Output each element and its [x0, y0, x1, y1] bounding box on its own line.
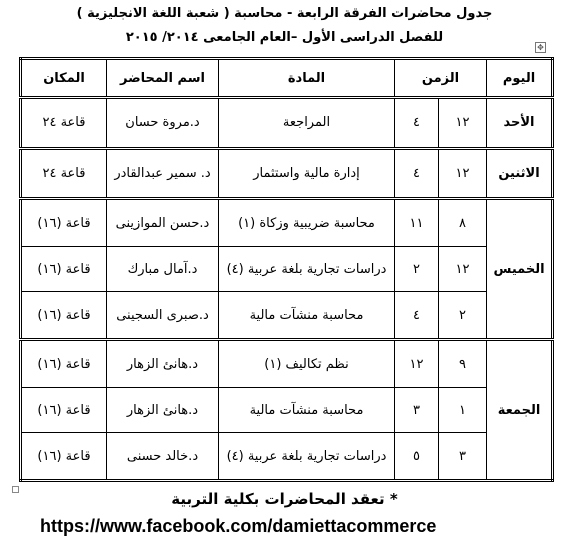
day-cell: الاثنين — [487, 148, 553, 199]
subject-cell: دراسات تجارية بلغة عربية (٤) — [219, 433, 395, 481]
header-subject: المادة — [219, 59, 395, 98]
room-cell: قاعة (١٦) — [21, 388, 107, 433]
time-end-cell: ٥ — [395, 433, 439, 481]
table-row — [21, 98, 553, 149]
time-start-cell: ٢ — [439, 292, 487, 340]
time-end-cell: ٤ — [395, 98, 439, 149]
time-end-cell: ٣ — [395, 388, 439, 433]
table-row — [21, 199, 553, 247]
room-cell: قاعة ٢٤ — [21, 98, 107, 149]
lecturer-cell: د.صبرى السجينى — [107, 292, 219, 340]
lecturer-cell: د. سمير عبدالقادر — [107, 148, 219, 199]
room-cell: قاعة (١٦) — [21, 433, 107, 481]
time-start-cell: ٨ — [439, 199, 487, 247]
lecturer-cell: د.هانئ الزهار — [107, 340, 219, 388]
time-start-cell: ١ — [439, 388, 487, 433]
schedule-table — [19, 57, 554, 482]
header-lecturer: اسم المحاضر — [107, 59, 219, 98]
subject-cell: نظم تكاليف (١) — [219, 340, 395, 388]
time-start-cell: ٩ — [439, 340, 487, 388]
time-start-cell: ١٢ — [439, 148, 487, 199]
day-cell: الأحد — [487, 98, 553, 149]
lecturer-cell: د.خالد حسنى — [107, 433, 219, 481]
day-cell: الجمعة — [487, 340, 553, 481]
room-cell: قاعة (١٦) — [21, 292, 107, 340]
time-end-cell: ٤ — [395, 292, 439, 340]
schedule-title: جدول محاضرات الفرقة الرابعة - محاسبة ( شعبة اللغة الانجليزية ) — [76, 6, 493, 21]
time-end-cell: ١١ — [395, 199, 439, 247]
time-start-cell: ٣ — [439, 433, 487, 481]
move-arrows-icon[interactable]: ✥ — [535, 42, 546, 53]
time-end-cell: ٤ — [395, 148, 439, 199]
header-room: المكان — [21, 59, 107, 98]
footer-url: https://www.facebook.com/damiettacommerce — [40, 516, 437, 536]
room-cell: قاعة (١٦) — [21, 199, 107, 247]
time-start-cell: ١٢ — [439, 98, 487, 149]
room-cell: قاعة (١٦) — [21, 340, 107, 388]
subject-cell: إدارة مالية واستثمار — [219, 148, 395, 199]
table-row — [21, 148, 553, 199]
schedule-subtitle: للفصل الدراسى الأول –العام الجامعى ٢٠١٤/ ٢٠١٥ — [125, 30, 444, 45]
subject-cell: المراجعة — [219, 98, 395, 149]
header-time: الزمن — [395, 59, 487, 98]
lecturer-cell: د.مروة حسان — [107, 98, 219, 149]
table-row — [21, 247, 553, 292]
subject-cell: دراسات تجارية بلغة عربية (٤) — [219, 247, 395, 292]
table-row — [21, 292, 553, 340]
table-row — [21, 433, 553, 481]
subject-cell: محاسبة منشآت مالية — [219, 292, 395, 340]
time-end-cell: ١٢ — [395, 340, 439, 388]
header-day: اليوم — [487, 59, 553, 98]
day-cell: الخميس — [487, 199, 553, 340]
table-row — [21, 388, 553, 433]
subject-cell: محاسبة ضريبية وزكاة (١) — [219, 199, 395, 247]
room-cell: قاعة (١٦) — [21, 247, 107, 292]
venue-note: * تعقد المحاضرات بكلية التربية — [171, 490, 398, 508]
room-cell: قاعة ٢٤ — [21, 148, 107, 199]
lecturer-cell: د.هانئ الزهار — [107, 388, 219, 433]
lecturer-cell: د.آمال مبارك — [107, 247, 219, 292]
table-header-row — [21, 59, 553, 98]
time-start-cell: ١٢ — [439, 247, 487, 292]
time-end-cell: ٢ — [395, 247, 439, 292]
table-row — [21, 340, 553, 388]
lecturer-cell: د.حسن الموازينى — [107, 199, 219, 247]
subject-cell: محاسبة منشآت مالية — [219, 388, 395, 433]
